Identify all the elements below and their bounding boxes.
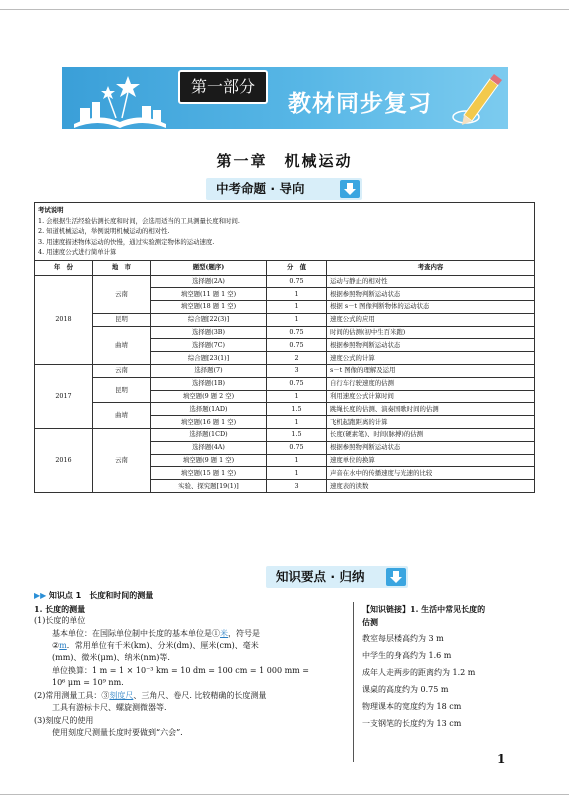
- sidebar-item: 中学生的身高约为 1.6 m: [362, 651, 452, 660]
- year-cell: 2017: [35, 365, 93, 429]
- exam-note-item: 1. 会根据生活经验估测长度和时间，会选用适当的工具测量长度和时间.: [38, 216, 240, 225]
- score-cell: 1: [267, 390, 327, 403]
- kn-line: 使用刻度尺测量长度时要做到“六会”.: [52, 728, 183, 737]
- kn-line: (mm)、微米(μm)、纳米(nm)等.: [52, 653, 170, 662]
- question-type-cell: 填空题(18 题 1 空): [151, 301, 267, 314]
- chapter-title: 第一章 机械运动: [216, 152, 353, 170]
- question-type-cell: 选择题(7): [151, 365, 267, 378]
- column-header: 题型(题序): [151, 260, 267, 275]
- content-cell: 长度(硬素笔)、时间(脉搏)的估测: [327, 429, 535, 442]
- section-header-knowledge: [266, 566, 408, 588]
- kn-text: ②: [52, 641, 60, 650]
- content-cell: 根据参照物判断运动状态: [327, 441, 535, 454]
- city-cell: 云南: [93, 275, 151, 313]
- score-cell: 0.75: [267, 377, 327, 390]
- score-cell: 1.5: [267, 429, 327, 442]
- kn-line: 单位换算：1 m = 1 × 10⁻³ km = 10 dm = 100 cm = 1 000 mm =: [52, 666, 310, 675]
- table-row: [35, 326, 535, 339]
- kn-line: [52, 628, 260, 641]
- score-cell: 0.75: [267, 326, 327, 339]
- section-header-exam: [206, 178, 362, 200]
- table-row: [35, 275, 535, 288]
- score-cell: 1: [267, 301, 327, 314]
- knowledge-point-title: [34, 590, 153, 603]
- content-cell: 根据参照物判断运动状态: [327, 339, 535, 352]
- kn-line: (3)刻度尺的使用: [34, 716, 94, 725]
- exam-notes-row: [35, 203, 535, 261]
- kn-line: 1. 长度的测量: [34, 604, 86, 614]
- sidebar-item: 成年人走两步的距离约为 1.2 m: [362, 668, 476, 677]
- table-row: [35, 403, 535, 416]
- question-type-cell: 实验、探究题[19(1)]: [151, 480, 267, 493]
- kn-line: 工具有游标卡尺、螺旋测微器等.: [52, 703, 167, 712]
- double-arrow-icon: ▶▶: [34, 591, 47, 600]
- exam-note-item: 3. 用速度描述物体运动的快慢，通过实验测定物体的运动速度.: [38, 237, 215, 246]
- question-type-cell: 选择题(7C): [151, 339, 267, 352]
- score-cell: 1: [267, 288, 327, 301]
- question-type-cell: 综合题[22(3)]: [151, 313, 267, 326]
- content-cell: 时间的估测(初中生百米跑): [327, 326, 535, 339]
- answer-blank: 米: [220, 629, 228, 638]
- content-cell: 速度公式的计算: [327, 352, 535, 365]
- content-cell: 根据 s－t 图像判断物体的运动状态: [327, 301, 535, 314]
- content-cell: 速度公式的应用: [327, 313, 535, 326]
- kn-line: [52, 640, 259, 653]
- question-type-cell: 填空题(15 题 1 空): [151, 467, 267, 480]
- score-cell: 1: [267, 454, 327, 467]
- column-header: 考查内容: [327, 260, 535, 275]
- table-header-row: [35, 260, 535, 275]
- score-cell: 3: [267, 365, 327, 378]
- question-type-cell: 综合题[23(1)]: [151, 352, 267, 365]
- city-cell: 曲靖: [93, 326, 151, 364]
- content-cell: 飞机起跑距离的计算: [327, 416, 535, 429]
- sidebar-item: 一支钢笔的长度约为 13 cm: [362, 719, 462, 728]
- content-cell: 速度表的读数: [327, 480, 535, 493]
- question-type-cell: 填空题(16 题 1 空): [151, 416, 267, 429]
- kn-text: ．常用单位有千米(km)、分米(dm)、厘米(cm)、毫米: [66, 641, 259, 650]
- sidebar-item: 物理课本的宽度约为 18 cm: [362, 702, 462, 711]
- top-rule: [0, 9, 569, 10]
- content-cell: s－t 图像的理解及运用: [327, 365, 535, 378]
- content-cell: 运动与静止的相对性: [327, 275, 535, 288]
- section-header-label: 中考命题 · 导向: [216, 181, 305, 196]
- pencil-icon: [450, 71, 504, 127]
- column-header: 地 市: [93, 260, 151, 275]
- exam-notes-heading: 考试说明: [38, 206, 64, 214]
- exam-note-item: 4. 用速度公式进行简单计算: [38, 248, 117, 256]
- content-cell: 声音在水中的传播速度与光速的比较: [327, 467, 535, 480]
- download-arrow-icon: [340, 180, 360, 198]
- table-row: [35, 313, 535, 326]
- kn-text: 基本单位：在国际单位制中长度的基本单位是①: [52, 629, 220, 638]
- city-cell: 曲靖: [93, 403, 151, 429]
- score-cell: 0.75: [267, 441, 327, 454]
- banner-title: 教材同步复习: [288, 91, 432, 117]
- score-cell: 1.5: [267, 403, 327, 416]
- kn-text: ，符号是: [228, 629, 260, 638]
- content-cell: 速度单位的换算: [327, 454, 535, 467]
- content-cell: 自行车行驶速度的估测: [327, 377, 535, 390]
- city-cell: 云南: [93, 429, 151, 493]
- content-cell: 根据参照物判断运动状态: [327, 288, 535, 301]
- column-header: 分 值: [267, 260, 327, 275]
- bottom-rule: [0, 794, 569, 795]
- table-row: [35, 429, 535, 442]
- sidebar-item: 课桌的高度约为 0.75 m: [362, 685, 449, 694]
- answer-blank: 刻度尺: [109, 691, 134, 700]
- kn-text: 、三角尺、卷尺. 比较精确的长度测量: [133, 691, 267, 700]
- score-cell: 0.75: [267, 275, 327, 288]
- sidebar-item: 教室每层楼高约为 3 m: [362, 634, 444, 643]
- city-cell: 昆明: [93, 313, 151, 326]
- score-cell: 2: [267, 352, 327, 365]
- content-cell: 利用速度公式计算时间: [327, 390, 535, 403]
- city-cell: 昆明: [93, 377, 151, 403]
- sidebar-title: 估测: [362, 617, 378, 627]
- question-type-cell: 选择题(3B): [151, 326, 267, 339]
- kn-line: 10⁶ μm = 10⁹ nm.: [52, 678, 124, 687]
- question-type-cell: 选择题(1CD): [151, 429, 267, 442]
- download-arrow-icon: [386, 568, 406, 586]
- column-header: 年 份: [35, 260, 93, 275]
- score-cell: 1: [267, 313, 327, 326]
- year-cell: 2016: [35, 429, 93, 493]
- question-type-cell: 填空题(11 题 1 空): [151, 288, 267, 301]
- table-row: [35, 365, 535, 378]
- content-cell: 跳绳长度的估测、演奏国歌时间的估测: [327, 403, 535, 416]
- exam-table: [34, 202, 535, 493]
- answer-blank: m: [59, 641, 67, 650]
- exam-note-item: 2. 知道机械运动，举例说明机械运动的相对性.: [38, 227, 170, 235]
- score-cell: 1: [267, 467, 327, 480]
- kn-text: (2)常用测量工具：③: [34, 691, 110, 700]
- column-divider: [353, 602, 354, 762]
- knowledge-point-label: 知识点 1 长度和时间的测量: [48, 591, 154, 600]
- question-type-cell: 选择题(1B): [151, 377, 267, 390]
- question-type-cell: 选择题(2A): [151, 275, 267, 288]
- book-stars-icon: [70, 72, 170, 130]
- question-type-cell: 选择题(1AD): [151, 403, 267, 416]
- question-type-cell: 填空题(9 题 1 空): [151, 454, 267, 467]
- question-type-cell: 选择题(4A): [151, 441, 267, 454]
- section-header-label: 知识要点 · 归纳: [276, 569, 365, 584]
- table-row: [35, 377, 535, 390]
- question-type-cell: 填空题(9 题 2 空): [151, 390, 267, 403]
- score-cell: 3: [267, 480, 327, 493]
- score-cell: 1: [267, 416, 327, 429]
- part-label: 第一部分: [178, 70, 268, 104]
- city-cell: 云南: [93, 365, 151, 378]
- kn-line: [34, 690, 266, 703]
- sidebar-title: 【知识链接】1. 生活中常见长度的: [362, 604, 486, 614]
- page-number: 1: [497, 752, 506, 766]
- kn-line: (1)长度的单位: [34, 616, 86, 625]
- score-cell: 0.75: [267, 339, 327, 352]
- exam-notes: [35, 203, 535, 261]
- year-cell: 2018: [35, 275, 93, 365]
